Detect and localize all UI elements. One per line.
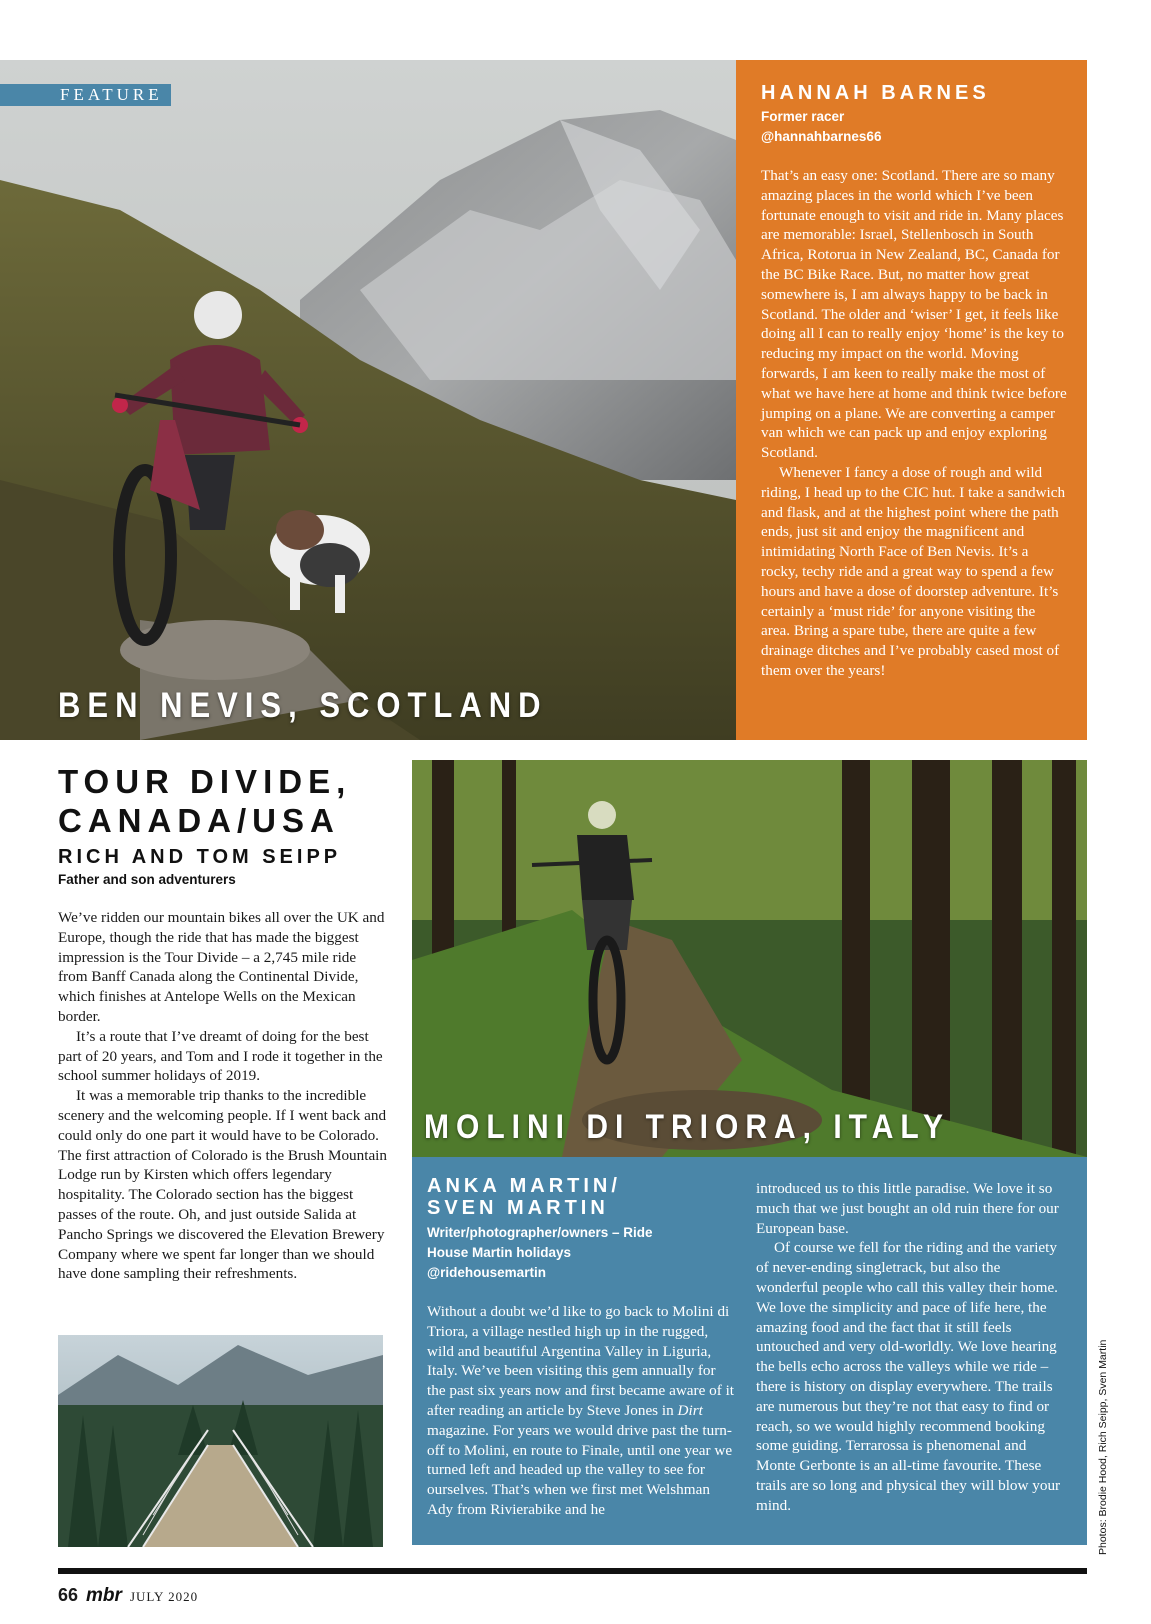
rider-name-line2: SVEN MARTIN [427,1197,609,1219]
rider-role: Father and son adventurers [58,872,236,887]
body-paragraph: It was a memorable trip thanks to the incredible scenery and the welcoming people. If I went back and could only do one part it would have to be Colorado. The first attraction of Colorado is the Brush Mountain Lodge run by Kirsten which offers legendary hospitality. The Colorado section has the biggest passes of the route. Oh, and just outside Salida at Pancho Springs we discovered the Elevation Brewery Company where we spent far longer than we should have done sampling their refreshments. [58,1087,388,1283]
feature-tag: FEATURE [0,84,171,106]
rider-role-line1: Writer/photographer/owners – Ride [427,1225,653,1240]
martin-body-col2 [756,1179,1066,1516]
hannah-body [761,166,1067,681]
body-paragraph: That’s an easy one: Scotland. There are so many amazing places in the world which I’ve been fortunate enough to visit and ride in. Many places are memorable: Israel, Stellenbosch in South Africa, Rotorua in New Zealand, BC, Canada for the BC Bike Race. But, no matter how great somewhere is, I am always happy to be back in Scotland. The older and ‘wiser’ I get, it feels like doing all I can to really enjoy ‘home’ is the key to reducing my impact on the world. Moving forwards, I am keen to really make the most of what we have here at home and think twice before jumping on a plane. We are converting a camper van which we can pack up and enjoy exploring Scotland. [761,167,1067,462]
rider-name-line1: ANKA MARTIN/ [427,1175,621,1197]
molini-photo [412,760,1087,1157]
tour-divide-body [58,908,388,1284]
hannah-barnes-box [736,60,1087,740]
body-paragraph: We’ve ridden our mountain bikes all over the UK and Europe, though the ride that has made the biggest impression is the Tour Divide – a 2,745 mile ride from Banff Canada along the Continental Divide, which finishes at Antelope Wells on the Mexican border. [58,909,385,1025]
rider-role-line2: House Martin holidays [427,1245,572,1260]
page-number: 66 [58,1585,79,1605]
hero-photo-ben-nevis [0,60,736,740]
body-paragraph: Of course we fell for the riding and the variety of never-ending singletrack, but also the wonderful people who call this valley their home. We love the simplicity and pace of life here, the amazing food and the fact that it still feels untouched and very old-worldly. We love hearing the bells echo across the valleys while we ride – there is history on display everywhere. The trails are numerous but they’re not that easy to find or reach, so we would highly recommend booking some guiding. Terrarossa is phenomenal and Monte Gerbonte is an all-time favourite. These trails are so long and physical they will blow your mind. [756,1239,1061,1514]
ben-nevis-caption: BEN NEVIS, SCOTLAND [58,684,548,725]
suspension-bridge-photo [58,1335,383,1547]
tour-divide-title-line2: CANADA/USA [58,802,340,839]
rider-name: RICH AND TOM SEIPP [58,846,342,868]
photo-credit: Photos: Brodie Hood, Rich Seipp, Sven Martin [1097,1339,1109,1555]
rider-name: HANNAH BARNES [761,82,990,104]
magazine-logo: mbr [86,1585,122,1606]
rider-handle: @hannahbarnes66 [761,129,882,144]
rider-role: Former racer [761,109,845,124]
tour-divide-title-line1: TOUR DIVIDE, [58,763,352,800]
page-footer [58,1585,198,1607]
tour-divide-column [58,762,388,1284]
body-paragraph: It’s a route that I’ve dreamt of doing for the best part of 20 years, and Tom and I rode it together in the school summer holidays of 2019. [58,1027,383,1085]
body-paragraph: introduced us to this little paradise. We love it so much that we just bought an old ruin there for our European base. [756,1180,1059,1237]
body-text-run: magazine. For years we would drive past the turn-off to Molini, en route to Finale, until one year we turned left and headed up the valley to see for ourselves. That’s when we first met Welshman Ady from Rivierabike and he [427,1421,733,1518]
body-text-run: Without a doubt we’d like to go back to Molini di Triora, a village nestled high up in the rugged, wild and beautiful Argentina Valley in Liguria, Italy. We’ve been visiting this gem annually for the past six years now and first became aware of it after reading an article by Steve Jones in [427,1303,735,1419]
rider-handle: @ridehousemartin [427,1265,546,1280]
martin-box [412,1157,1087,1545]
martin-body-col1 [427,1302,737,1520]
body-paragraph: Whenever I fancy a dose of rough and wild riding, I head up to the CIC hut. I take a sandwich and flask, and at the highest point where the path ends, just sit and enjoy the magnificent and intimidating North Face of Ben Nevis. It’s a rocky, techy ride and a great way to spend a few hours and have a dose of doorstep adventure. It’s certainly a ‘must ride’ for anyone visiting the area. Bring a spare tube, there are quite a few drainage ditches and I’ve probably cased most of them over the years! [761,463,1066,679]
magazine-title: Dirt [677,1401,703,1419]
molini-caption: MOLINI DI TRIORA, ITALY [424,1107,950,1146]
footer-rule [58,1568,1087,1574]
issue-date: JULY 2020 [129,1589,199,1604]
